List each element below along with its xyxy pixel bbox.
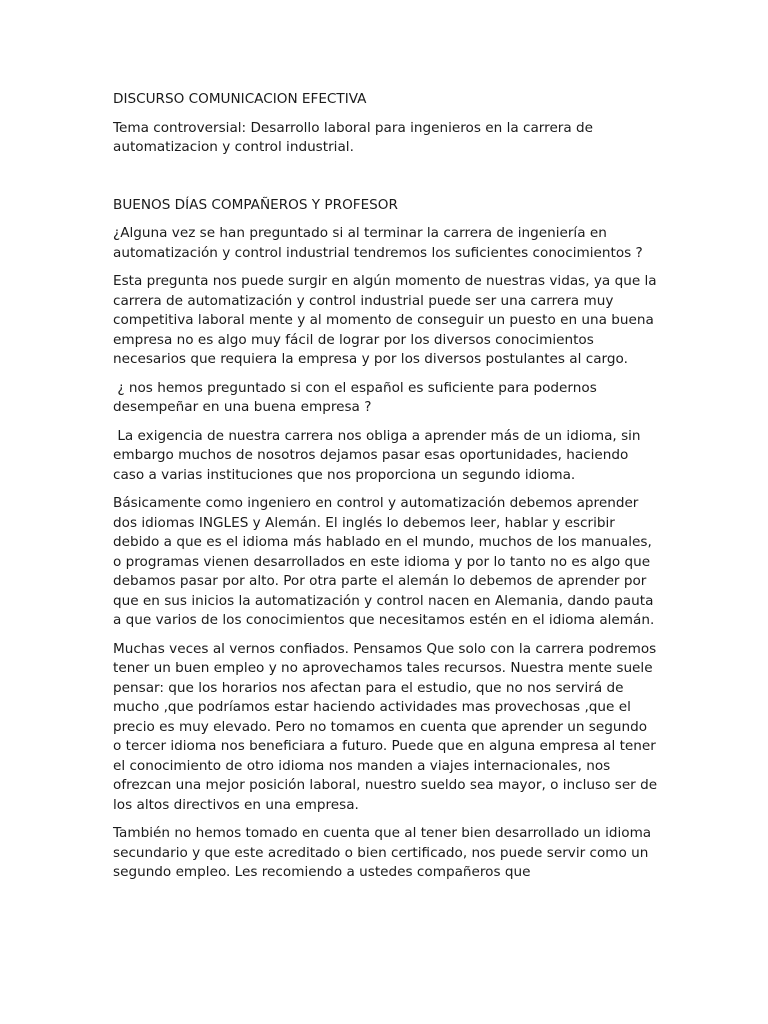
paragraph: También no hemos tomado en cuenta que al tener bien desarrollado un idioma secundario y que este acreditado o bien certificado, nos puede servir como un segundo empleo. Les recomiendo a ustedes compañeros que: [113, 825, 656, 880]
paragraph-question: ¿ nos hemos preguntado si con el español es suficiente para podernos desempeñar en una buena empresa ?: [113, 379, 602, 415]
document-body: [113, 90, 662, 892]
greeting: BUENOS DÍAS COMPAÑEROS Y PROFESOR: [113, 196, 398, 213]
paragraph: Esta pregunta nos puede surgir en algún momento de nuestras vidas, ya que la carrera de automatización y control industrial puede ser una carrera muy competitiva laboral mente y al momento de conseguir un puesto en una buena empresa no es algo muy fácil de lograr por los diversos conocimientos necesarios que requiera la empresa y por los diversos postulantes al cargo.: [113, 273, 661, 367]
paragraph: Muchas veces al vernos confiados. Pensamos Que solo con la carrera podremos tener un buen empleo y no aprovechamos tales recursos. Nuestra mente suele pensar: que los horarios nos afectan para el estudio, que no nos servirá de mucho ,que podríamos estar haciendo actividades mas provechosas ,que el precio es muy elevado. Pero no tomamos en cuenta que aprender un segundo o tercer idioma nos beneficiara a futuro. Puede que en alguna empresa al tener el conocimiento de otro idioma nos manden a viajes internacionales, nos ofrezcan una mejor posición laboral, nuestro sueldo sea mayor, o incluso ser de los altos directivos en una empresa.: [113, 640, 662, 813]
paragraph-question: ¿Alguna vez se han preguntado si al terminar la carrera de ingeniería en automatización y control industrial tendremos los suficientes conocimientos ?: [113, 225, 643, 261]
document-heading: DISCURSO COMUNICACION EFECTIVA: [113, 91, 367, 107]
paragraph: Básicamente como ingeniero en control y automatización debemos aprender dos idiomas INGLES y Alemán. El inglés lo debemos leer, hablar y escribir debido a que es el idioma más hablado en el mundo, muchos de los manuales, o programas vienen desarrollados en este idioma y por lo tanto no es algo que debamos pasar por alto. Por otra parte el alemán lo debemos de aprender por que en sus inicios la automatización y control nacen en Alemania, dando pauta a que varios de los conocimientos que necesitamos estén en el idioma alemán.: [113, 495, 658, 628]
topic-statement: Tema controversial: Desarrollo laboral para ingenieros en la carrera de automatizacion y control industrial.: [113, 119, 598, 155]
paragraph: La exigencia de nuestra carrera nos obliga a aprender más de un idioma, sin embargo muchos de nosotros dejamos pasar esas oportunidades, haciendo caso a varias instituciones que nos proporciona un segundo idioma.: [113, 427, 645, 483]
